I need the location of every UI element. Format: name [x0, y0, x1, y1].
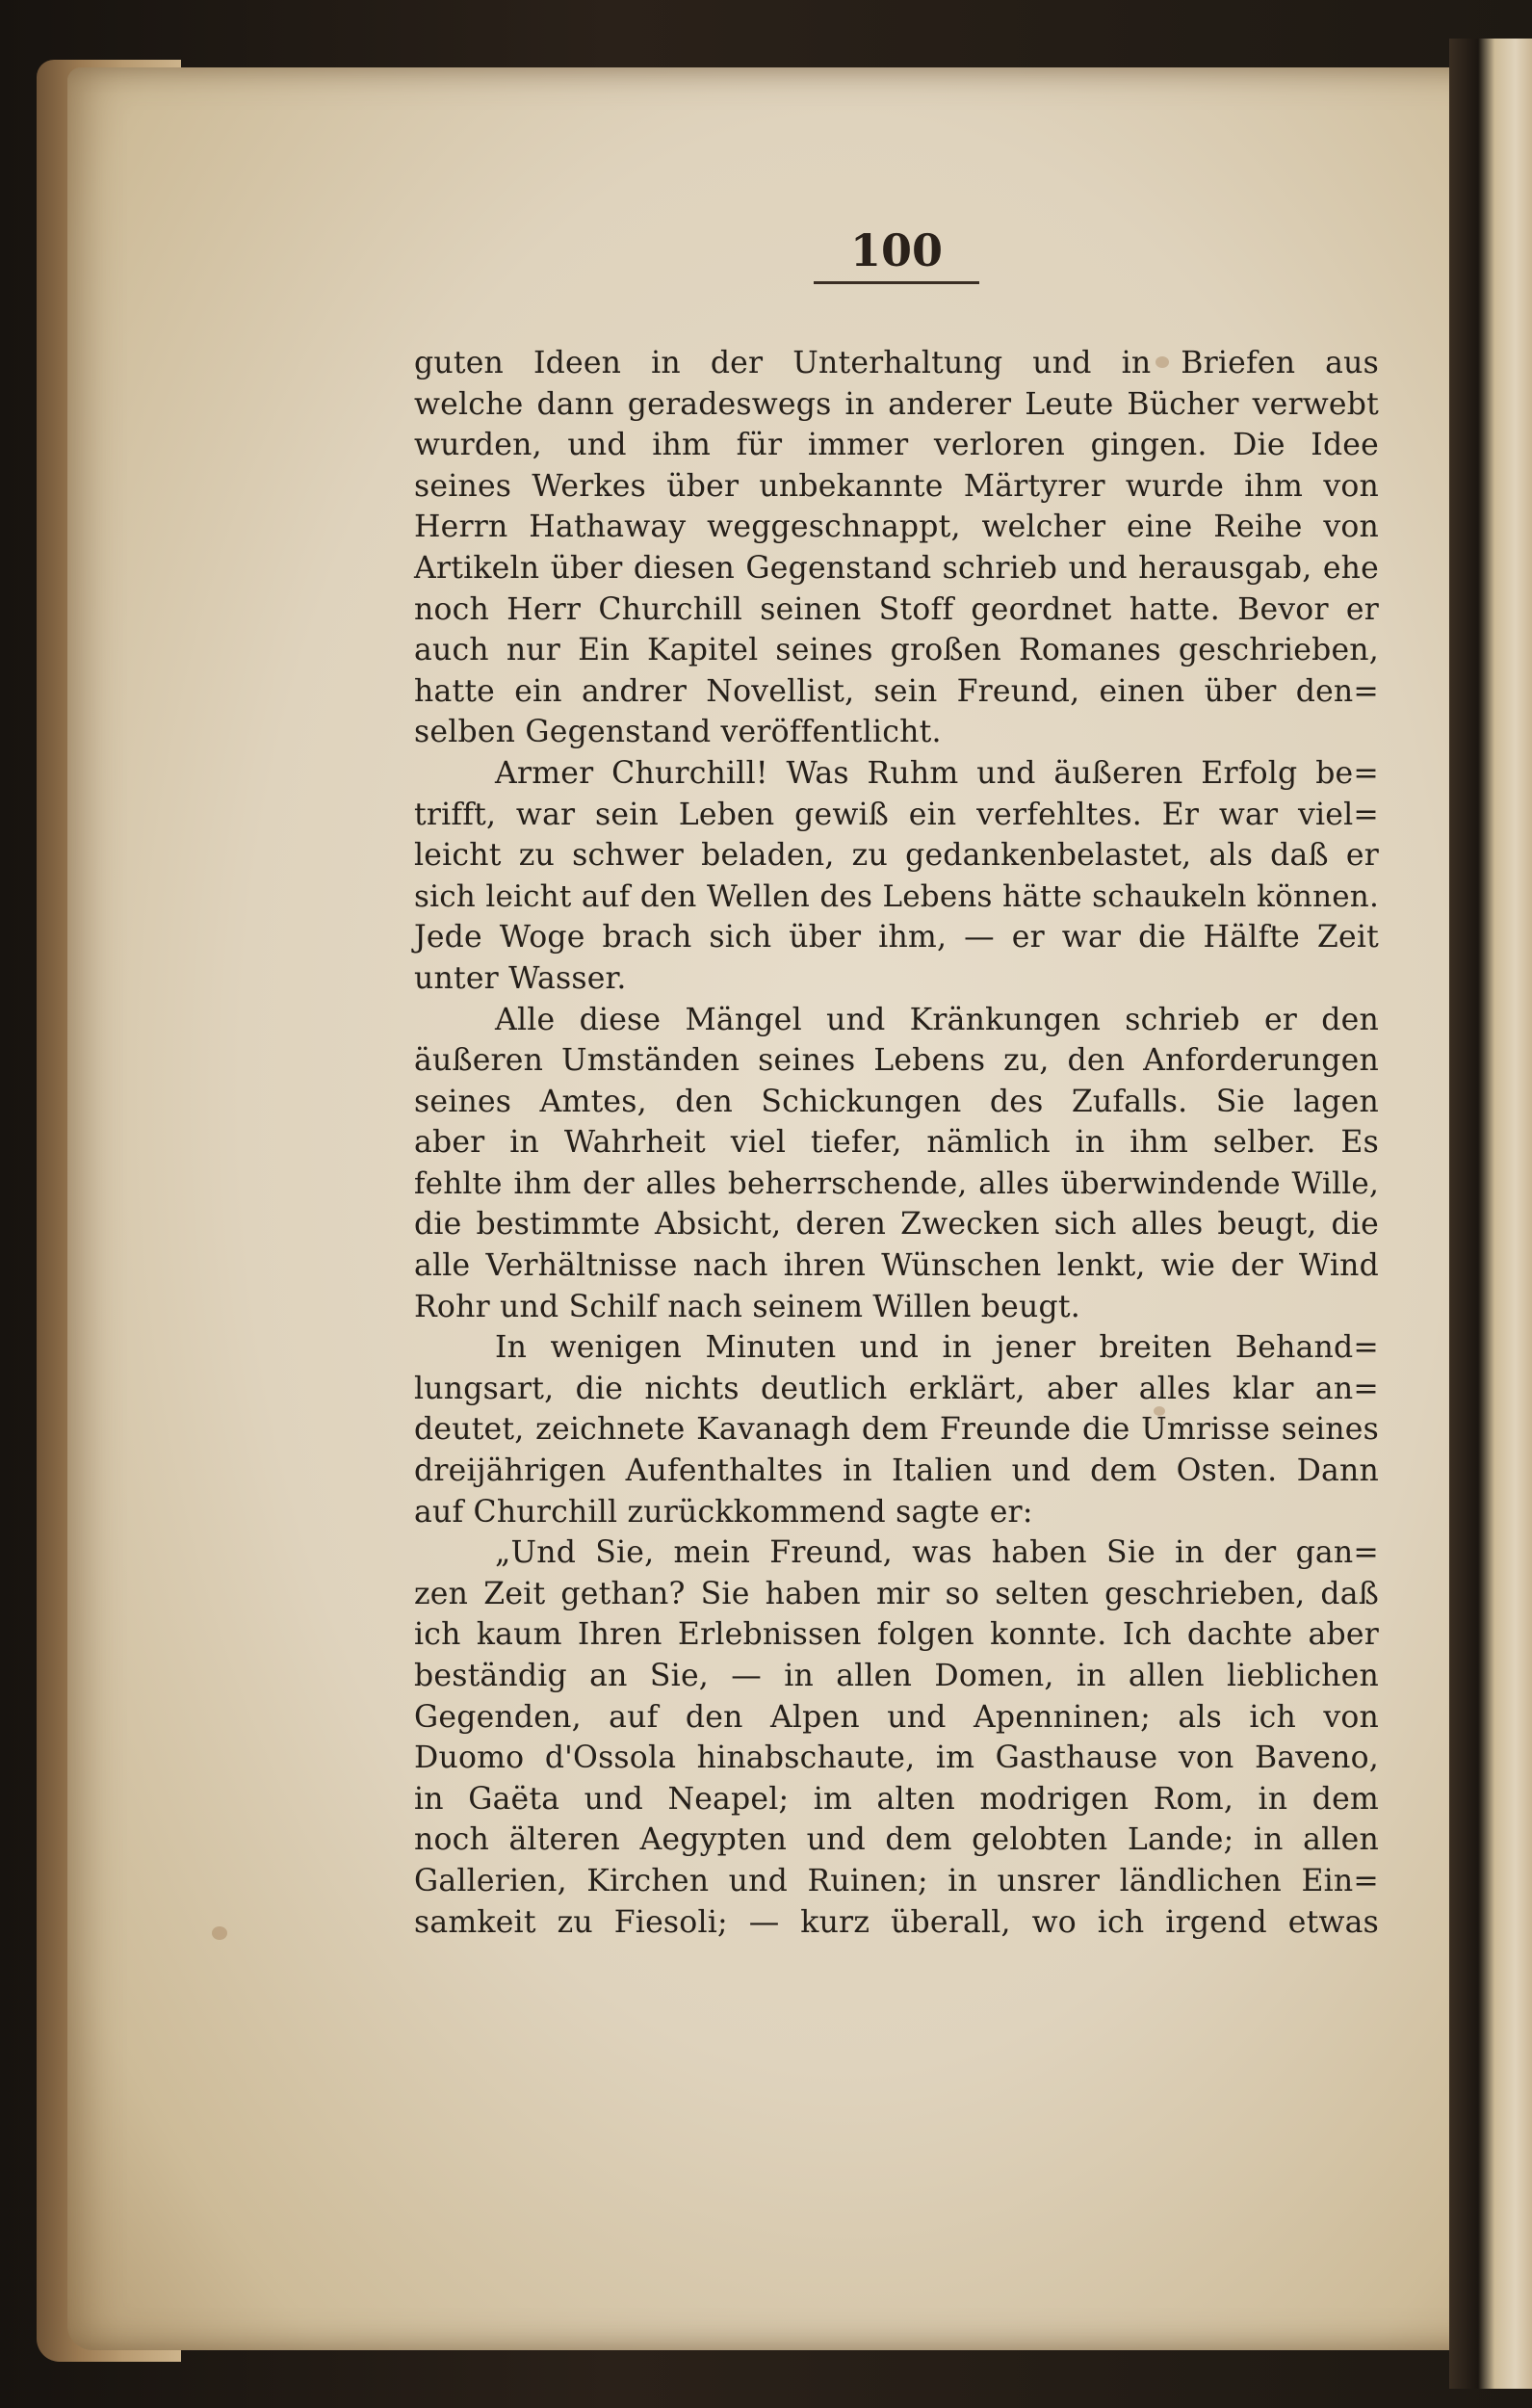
text-line: alle Verhältnisse nach ihren Wünschen lenkt, wie der Wind: [414, 1248, 1379, 1284]
text-line: seines Amtes, den Schickungen des Zufalls. Sie lagen: [414, 1084, 1379, 1119]
text-line: Duomo d'Ossola hinabschaute, im Gasthause von Baveno,: [414, 1741, 1379, 1776]
text-line: die bestimmte Absicht, deren Zwecken sich alles beugt, die: [414, 1207, 1379, 1243]
text-line: Gegenden, auf den Alpen und Apenninen; als ich von: [414, 1699, 1379, 1735]
text-line: Rohr und Schilf nach seinem Willen beugt.: [414, 1289, 1080, 1324]
text-line: samkeit zu Fiesoli; — kurz überall, wo ich irgend etwas: [414, 1904, 1379, 1940]
text-line: trifft, war sein Leben gewiß ein verfehltes. Er war viel=: [414, 797, 1379, 832]
text-line: Gallerien, Kirchen und Ruinen; in unsrer ländlichen Ein=: [414, 1863, 1379, 1898]
text-line: unter Wasser.: [414, 960, 627, 996]
text-line: äußeren Umständen seines Lebens zu, den Anforderungen: [414, 1043, 1379, 1079]
text-line: noch Herr Churchill seinen Stoff geordnet hatte. Bevor er: [414, 591, 1379, 627]
body-text: [414, 343, 1379, 1943]
paper-stain: [212, 1926, 227, 1940]
text-line: Herrn Hathaway weggeschnappt, welcher eine Reihe von: [414, 510, 1379, 545]
page-number: 100: [849, 224, 944, 276]
text-line: deutet, zeichnete Kavanagh dem Freunde die Umrisse seines: [414, 1412, 1379, 1448]
text-line: wurden, und ihm für immer verloren gingen. Die Idee: [414, 428, 1379, 463]
text-line: Artikeln über diesen Gegenstand schrieb und herausgab, ehe: [414, 550, 1379, 586]
text-line: aber in Wahrheit viel tiefer, nämlich in ihm selber. Es: [414, 1125, 1379, 1161]
text-line: „Und Sie, mein Freund, was haben Sie in der gan=: [495, 1535, 1379, 1571]
book-gutter: [1449, 39, 1532, 2389]
text-line: lungsart, die nichts deutlich erklärt, aber alles klar an=: [414, 1371, 1379, 1406]
text-line: seines Werkes über unbekannte Märtyrer wurde ihm von: [414, 468, 1379, 504]
text-line: beständig an Sie, — in allen Domen, in allen lieblichen: [414, 1659, 1379, 1693]
text-line: auf Churchill zurückkommend sagte er:: [414, 1494, 1033, 1530]
text-line: Armer Churchill! Was Ruhm und äußeren Erfolg be=: [495, 755, 1379, 791]
text-line: in Gaëta und Neapel; im alten modrigen Rom, in dem: [414, 1781, 1379, 1817]
text-line: Jede Woge brach sich über ihm, — er war die Hälfte Zeit: [414, 920, 1379, 955]
text-line: ich kaum Ihren Erlebnissen folgen konnte. Ich dachte aber: [414, 1617, 1379, 1653]
text-line: noch älteren Aegypten und dem gelobten Lande; in allen: [414, 1822, 1379, 1858]
text-line: fehlte ihm der alles beherrschende, alles überwindende Wille,: [414, 1165, 1379, 1201]
text-line: zen Zeit gethan? Sie haben mir so selten geschrieben, daß: [414, 1576, 1379, 1611]
text-line: dreijährigen Aufenthaltes in Italien und dem Osten. Dann: [414, 1453, 1379, 1489]
text-line: guten Ideen in der Unterhaltung und in Briefen aus: [414, 346, 1379, 380]
text-line: sich leicht auf den Wellen des Lebens hätte schaukeln können.: [414, 878, 1379, 914]
text-line: auch nur Ein Kapitel seines großen Romanes geschrieben,: [414, 633, 1379, 668]
text-line: leicht zu schwer beladen, zu gedankenbelastet, als daß er: [414, 838, 1379, 874]
text-line: hatte ein andrer Novellist, sein Freund, einen über den=: [414, 673, 1379, 709]
text-line: In wenigen Minuten und in jener breiten Behand=: [495, 1330, 1379, 1366]
text-line: welche dann geradeswegs in anderer Leute Bücher verwebt: [414, 386, 1379, 422]
text-line: Alle diese Mängel und Kränkungen schrieb er den: [495, 1002, 1379, 1037]
page-number-rule: [814, 281, 979, 284]
text-line: selben Gegenstand veröffentlicht.: [414, 715, 942, 750]
